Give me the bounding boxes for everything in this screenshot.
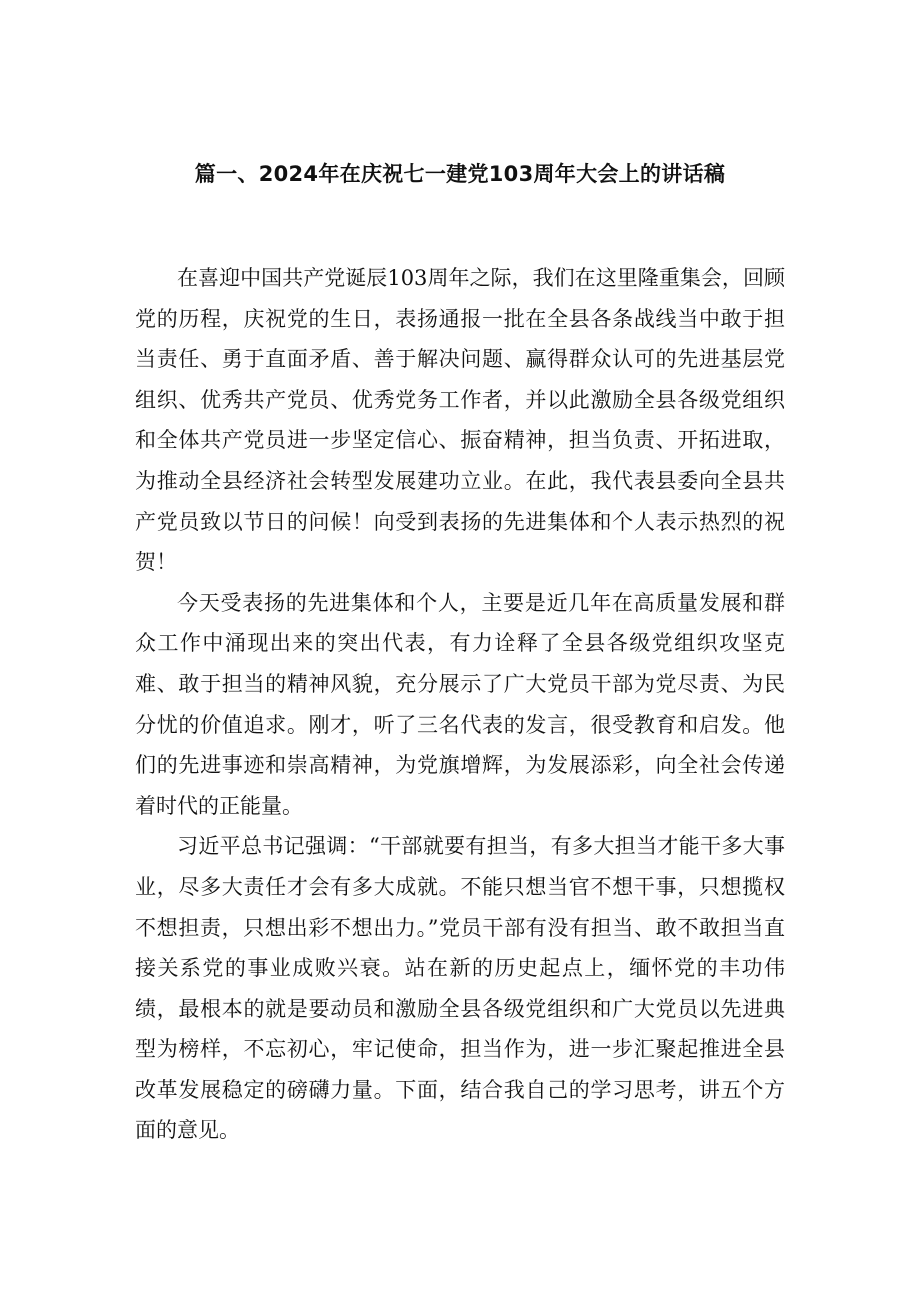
document-body <box>135 258 785 1151</box>
document-title: 篇一、2024年在庆祝七一建党103周年大会上的讲话稿 <box>194 162 726 186</box>
paragraph-2: 今天受表扬的先进集体和个人，主要是近几年在高质量发展和群众工作中涌现出来的突出代表，有力诠释了全县各级党组织攻坚克难、敢于担当的精神风貌，充分展示了广大党员干部为党尽责、为民分忧的价值追求。刚才，听了三名代表的发言，很受教育和启发。他们的先进事迹和崇高精神，为党旗增辉，为发展添彩，向全社会传递着时代的正能量。 <box>135 590 785 818</box>
paragraph-3: 习近平总书记强调：“干部就要有担当，有多大担当才能干多大事业，尽多大责任才会有多大成就。不能只想当官不想干事，只想揽权不想担责，只想出彩不想出力。”党员干部有没有担当、敢不敢担当直接关系党的事业成败兴衰。站在新的历史起点上，缅怀党的丰功伟绩，最根本的就是要动员和激励全县各级党组织和广大党员以先进典型为榜样，不忘初心，牢记使命，担当作为，进一步汇聚起推进全县改革发展稳定的磅礴力量。下面，结合我自己的学习思考，讲五个方面的意见。 <box>135 834 785 1143</box>
paragraph-1: 在喜迎中国共产党诞辰103周年之际，我们在这里隆重集会，回顾党的历程，庆祝党的生日，表扬通报一批在全县各条战线当中敢于担当责任、勇于直面矛盾、善于解决问题、赢得群众认可的先进基层党组织、优秀共产党员、优秀党务工作者，并以此激励全县各级党组织和全体共产党员进一步坚定信心、振奋精神，担当负责、开拓进取，为推动全县经济社会转型发展建功立业。在此，我代表县委向全县共产党员致以节日的问候！向受到表扬的先进集体和个人表示热烈的祝贺！ <box>135 266 785 575</box>
